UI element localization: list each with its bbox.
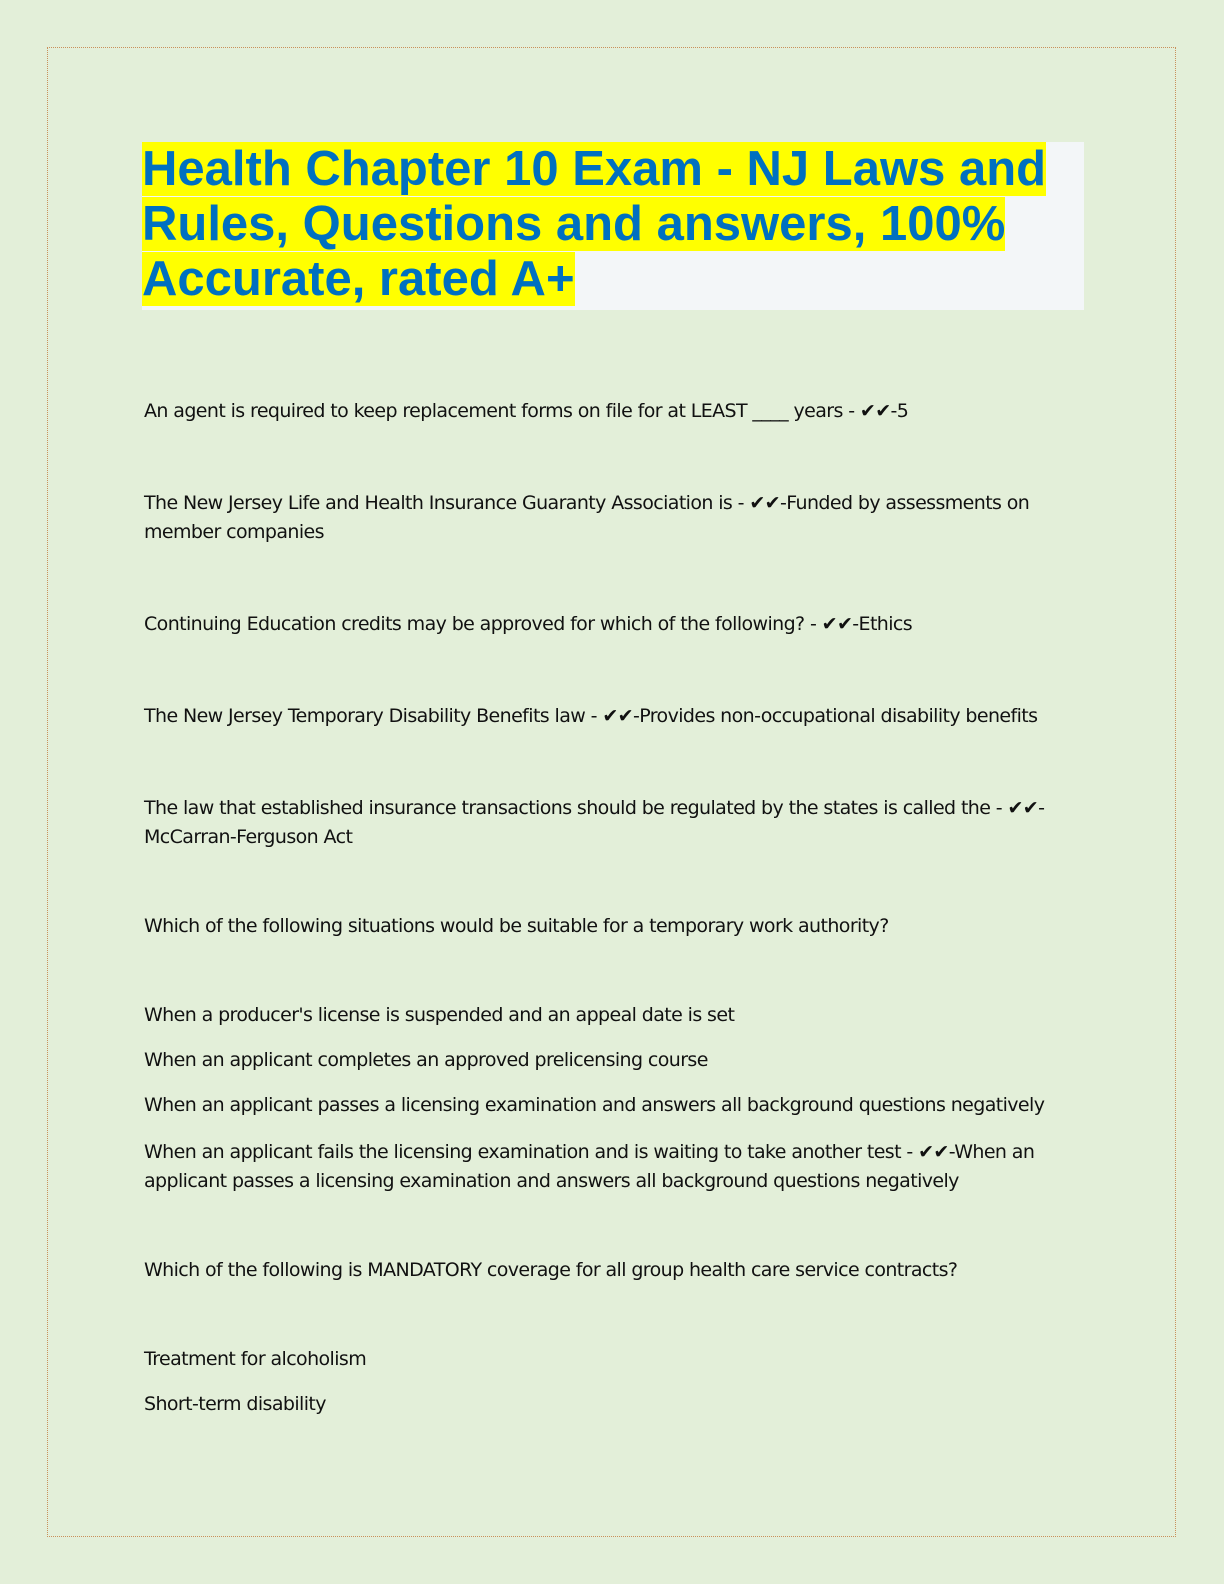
question-3: Continuing Education credits may be approved for which of the following? - ✔✔-Ethics: [144, 613, 913, 635]
question-6-option-3: When an applicant passes a licensing examination and answers all background questions negatively: [144, 1094, 1045, 1116]
question-7-option-1: Treatment for alcoholism: [144, 1348, 367, 1370]
question-1: An agent is required to keep replacement forms on file for at LEAST ____ years - ✔✔-5: [144, 400, 909, 422]
question-6: Which of the following situations would be suitable for a temporary work authority?: [144, 915, 889, 937]
question-6-option-2: When an applicant completes an approved prelicensing course: [144, 1049, 708, 1071]
document-title-text: Health Chapter 10 Exam - NJ Laws and Rules, Questions and answers, 100% Accurate, rated A+: [142, 142, 1047, 306]
question-5: The law that established insurance transactions should be regulated by the states is called the - ✔✔-McCarran-Ferguson Act: [144, 797, 1045, 848]
question-6-option-1: When a producer's license is suspended and an appeal date is set: [144, 1004, 735, 1026]
question-2: The New Jersey Life and Health Insurance Guaranty Association is - ✔✔-Funded by assessments on member companies: [144, 492, 1030, 543]
question-7: Which of the following is MANDATORY coverage for all group health care service contracts?: [144, 1259, 958, 1281]
question-4: The New Jersey Temporary Disability Benefits law - ✔✔-Provides non-occupational disability benefits: [144, 705, 1038, 727]
question-6-option-4: When an applicant fails the licensing examination and is waiting to take another test - ✔✔-When an applicant passes a licensing examination and answers all background questions negatively: [144, 1141, 1035, 1192]
title-box: [142, 142, 1084, 310]
question-7-option-2: Short-term disability: [144, 1393, 326, 1415]
document-title: [142, 142, 1084, 307]
